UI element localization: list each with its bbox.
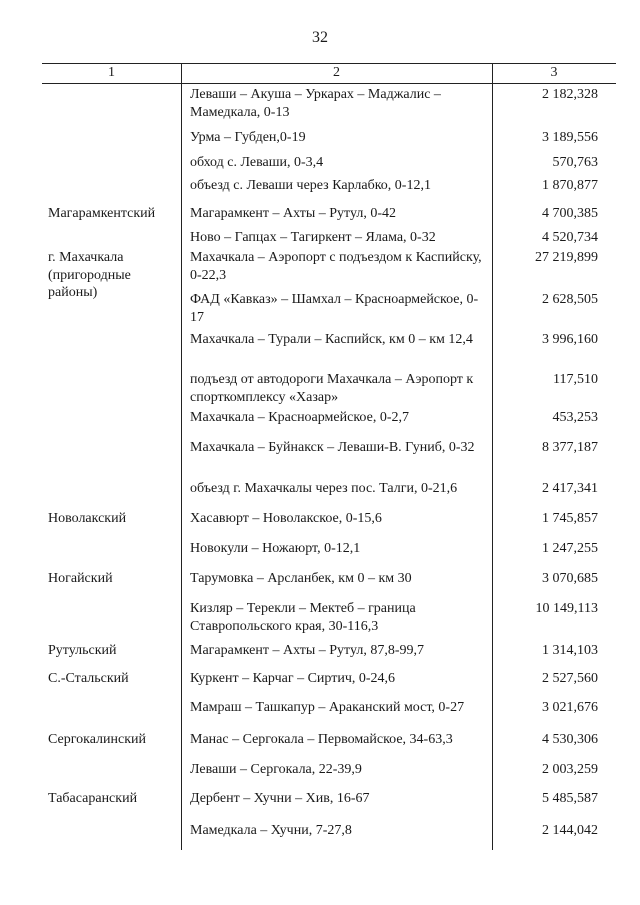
district-cell: Рутульский bbox=[48, 643, 117, 658]
road-cell: Урма – Губден,0-19 bbox=[190, 130, 306, 145]
road-cell: Ново – Гапцах – Тагиркент – Ялама, 0-32 bbox=[190, 230, 436, 245]
district-cell: Ногайский bbox=[48, 571, 113, 586]
road-cell: Тарумовка – Арсланбек, км 0 – км 30 bbox=[190, 571, 412, 586]
road-cell: ФАД «Кавказ» – Шамхал – Красноармейское, 0-17 bbox=[190, 292, 479, 325]
value-cell: 3 070,685 bbox=[542, 571, 598, 586]
road-cell: Леваши – Сергокала, 22-39,9 bbox=[190, 762, 362, 777]
road-cell: Магарамкент – Ахты – Рутул, 87,8-99,7 bbox=[190, 643, 425, 658]
road-cell: Мамедкала – Хучни, 7-27,8 bbox=[190, 823, 352, 838]
road-cell: Махачкала – Буйнакск – Леваши-В. Гуниб, 0-32 bbox=[190, 440, 475, 455]
value-cell: 1 247,255 bbox=[542, 541, 598, 556]
road-cell: Махачкала – Аэропорт с подъездом к Каспийску, 0-22,3 bbox=[190, 250, 482, 283]
value-cell: 4 520,734 bbox=[542, 230, 598, 245]
value-cell: 2 417,341 bbox=[542, 481, 598, 496]
value-cell: 1 314,103 bbox=[542, 643, 598, 658]
column-divider-1 bbox=[181, 63, 182, 850]
district-cell: С.-Стальский bbox=[48, 671, 129, 686]
value-cell: 4 530,306 bbox=[542, 732, 598, 747]
value-cell: 4 700,385 bbox=[542, 206, 598, 221]
district-cell: Сергокалинский bbox=[48, 732, 147, 747]
value-cell: 117,510 bbox=[553, 372, 598, 387]
value-cell: 10 149,113 bbox=[535, 601, 598, 616]
column-header-2: 2 bbox=[333, 65, 340, 80]
district-cell: Новолакский bbox=[48, 511, 127, 526]
value-cell: 27 219,899 bbox=[535, 250, 598, 265]
value-cell: 5 485,587 bbox=[542, 791, 598, 806]
value-cell: 453,253 bbox=[552, 410, 598, 425]
column-divider-2 bbox=[492, 63, 493, 850]
column-header-3: 3 bbox=[550, 65, 558, 80]
road-cell: Куркент – Карчаг – Сиртич, 0-24,6 bbox=[190, 671, 396, 686]
road-cell: объезд с. Леваши через Карлабко, 0-12,1 bbox=[190, 178, 431, 193]
road-cell: Новокули – Ножаюрт, 0-12,1 bbox=[190, 541, 361, 556]
value-cell: 2 628,505 bbox=[542, 292, 598, 307]
value-cell: 3 189,556 bbox=[542, 130, 598, 145]
value-cell: 1 745,857 bbox=[542, 511, 598, 526]
road-cell: обход с. Леваши, 0-3,4 bbox=[190, 155, 324, 170]
value-cell: 8 377,187 bbox=[542, 440, 598, 455]
value-cell: 570,763 bbox=[552, 155, 598, 170]
column-header-1: 1 bbox=[108, 65, 115, 80]
road-cell: Махачкала – Турали – Каспийск, км 0 – км 12,4 bbox=[190, 332, 473, 347]
road-cell: объезд г. Махачкалы через пос. Талги, 0-21,6 bbox=[190, 481, 458, 496]
table-top-border bbox=[42, 63, 616, 64]
district-cell: Магарамкентский bbox=[48, 206, 156, 221]
district-cell: г. Махачкала (пригородные районы) bbox=[48, 250, 131, 300]
value-cell: 2 527,560 bbox=[542, 671, 598, 686]
road-cell: подъезд от автодороги Махачкала – Аэропорт к спорткомплексу «Хазар» bbox=[190, 372, 474, 405]
road-cell: Магарамкент – Ахты – Рутул, 0-42 bbox=[190, 206, 397, 221]
value-cell: 1 870,877 bbox=[542, 178, 598, 193]
value-cell: 2 003,259 bbox=[542, 762, 598, 777]
road-cell: Леваши – Акуша – Уркарах – Маджалис – Мамедкала, 0-13 bbox=[190, 87, 441, 120]
value-cell: 2 144,042 bbox=[542, 823, 598, 838]
road-cell: Хасавюрт – Новолакское, 0-15,6 bbox=[190, 511, 382, 526]
header-bottom-border bbox=[42, 83, 616, 84]
road-cell: Махачкала – Красноармейское, 0-2,7 bbox=[190, 410, 409, 425]
value-cell: 3 996,160 bbox=[542, 332, 598, 347]
value-cell: 2 182,328 bbox=[542, 87, 598, 102]
value-cell: 3 021,676 bbox=[542, 700, 598, 715]
road-cell: Манас – Сергокала – Первомайское, 34-63,3 bbox=[190, 732, 453, 747]
page-number: 32 bbox=[312, 29, 328, 46]
road-cell: Кизляр – Терекли – Мектеб – граница Ставропольского края, 30-116,3 bbox=[190, 601, 416, 634]
district-cell: Табасаранский bbox=[48, 791, 138, 806]
road-cell: Мамраш – Ташкапур – Араканский мост, 0-27 bbox=[190, 700, 465, 715]
road-cell: Дербент – Хучни – Хив, 16-67 bbox=[190, 791, 370, 806]
